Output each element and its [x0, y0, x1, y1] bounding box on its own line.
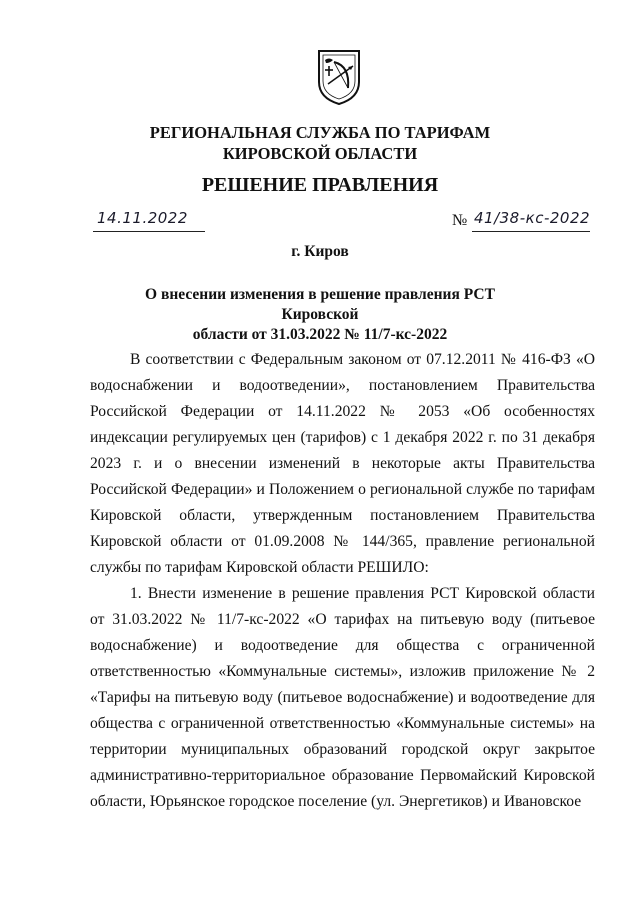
- decision-date-field: [93, 209, 205, 232]
- coat-of-arms-icon: [316, 48, 362, 106]
- body-paragraph-preamble: В соответствии с Федеральным законом от 07.12.2011 № 416-ФЗ «О водоснабжении и водоотведении», постановлением Правительства Российской Федерации от 14.11.2022 № 2053 «Об особенностях индексации регулируемых цен (тарифов) с 1 декабря 2022 г. по 31 декабря 2023 г. и о внесении изменений в некоторые акты Правительства Российской Федерации» и Положением о региональной службе по тарифам Кировской области, утвержденным постановлением Правительства Кировской области от 01.09.2008 № 144/365, правление региональной службы по тарифам Кировской области РЕШИЛО:: [90, 351, 595, 576]
- decision-number-field: [472, 209, 590, 232]
- document-subject: [110, 285, 530, 345]
- body-paragraph-item1: 1. Внести изменение в решение правления РСТ Кировской области от 31.03.2022 № 11/7-кс-2022 «О тарифах на питьевую воду (питьевое водоснабжение) и водоотведение для общества с ограниченной ответственностью «Коммунальные системы», изложив приложение № 2 «Тарифы на питьевую воду (питьевое водоснабжение) и водоотведение для общества с ограниченной ответственностью «Коммунальные системы» на территории муниципальных образований городской округ закрытое административно-территориальное образование Первомайский Кировской области, Юрьянское городское поселение (ул. Энергетиков) и Ивановское: [90, 585, 595, 810]
- document-type-title: РЕШЕНИЕ ПРАВЛЕНИЯ: [201, 174, 439, 196]
- decision-date: 14.11.2022: [97, 209, 188, 227]
- document-body: [90, 347, 595, 815]
- number-sign: №: [452, 212, 468, 229]
- organization-name-line2: КИРОВСКОЙ ОБЛАСТИ: [222, 144, 418, 163]
- decision-number: 41/38-кс-2022: [474, 209, 591, 227]
- organization-name-line1: РЕГИОНАЛЬНАЯ СЛУЖБА ПО ТАРИФАМ: [149, 123, 491, 142]
- subject-line1: О внесении изменения в решение правления РСТ Кировской: [145, 286, 495, 323]
- city: г. Киров: [291, 243, 349, 260]
- subject-line2: области от 31.03.2022 № 11/7-кс-2022: [192, 326, 448, 343]
